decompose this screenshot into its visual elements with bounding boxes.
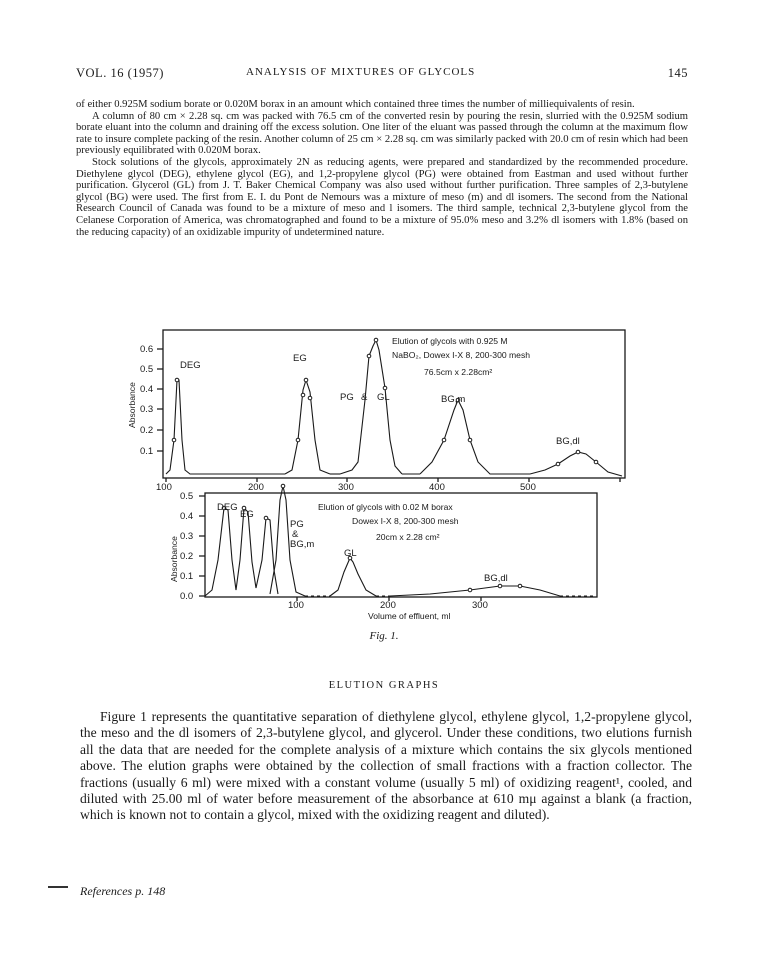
bottom-xtick-100: 100 xyxy=(288,600,304,611)
running-title: ANALYSIS OF MIXTURES OF GLYCOLS xyxy=(246,66,476,78)
top-label-bg-dl: BG,dl xyxy=(556,436,580,447)
top-xtick-100: 100 xyxy=(156,482,172,493)
bottom-label-bg-dl: BG,dl xyxy=(484,573,508,584)
body-text-block xyxy=(80,709,692,824)
bottom-bg-dl-peak xyxy=(390,586,560,596)
top-xtick-300: 300 xyxy=(338,482,354,493)
bottom-label-deg: DEG xyxy=(217,502,238,513)
bottom-label-bg-meso: BG,m xyxy=(290,539,315,550)
top-ytick-0.1: 0.1 xyxy=(140,446,154,457)
paragraph-resin-conversion: of either 0.925M sodium borate or 0.020M borax in an amount which contained three times the number of milliequivalents of resin. xyxy=(76,99,635,110)
top-bg-meso-peak xyxy=(420,400,530,474)
references-note: References p. 148 xyxy=(80,884,166,898)
top-ytick-0.4: 0.4 xyxy=(140,384,154,395)
bottom-gl-peak xyxy=(330,558,376,596)
bottom-panel-title: Elution of glycols with 0.02 M borax xyxy=(318,502,453,512)
bottom-ytick-0.1: 0.1 xyxy=(180,571,194,582)
bottom-ytick-0.3: 0.3 xyxy=(180,531,194,542)
figure-caption: Fig. 1. xyxy=(369,630,399,642)
bottom-xtick-200: 200 xyxy=(380,600,396,611)
top-label-pg: PG xyxy=(340,392,354,403)
top-panel-title: Elution of glycols with 0.925 M xyxy=(392,336,508,346)
top-ytick-0.5: 0.5 xyxy=(140,364,154,375)
bottom-ytick-0.2: 0.2 xyxy=(180,551,194,562)
bottom-ytick-0.0: 0.0 xyxy=(180,591,194,602)
bottom-label-gl: GL xyxy=(344,548,357,559)
volume-label: VOL. 16 (1957) xyxy=(76,66,164,80)
bottom-panel-column: 20cm x 2.28 cm² xyxy=(376,532,440,542)
top-xtick-200: 200 xyxy=(248,482,264,493)
top-ylabel: Absorbance xyxy=(127,382,137,428)
bottom-label-pg: PG xyxy=(290,519,304,530)
top-eg-peak xyxy=(285,380,330,474)
bottom-label-amp: & xyxy=(292,529,299,540)
top-label-gl: GL xyxy=(377,392,390,403)
top-xtick-400: 400 xyxy=(429,482,445,493)
top-bg-dl-peak xyxy=(530,452,622,476)
top-panel-column: 76.5cm x 2.28cm² xyxy=(424,367,493,377)
paragraph-column-packing: A column of 80 cm × 2.28 sq. cm was packed with 76.5 cm of the converted resin by pouring the resin, slurried with the 0.925M sodium borate eluant into the column and draining off the excess solution. One liter of the eluant was passed through the column at the maximum flow rate to insure complete packing of the resin. Another column of 25 cm × 2.28 sq. cm was similarly packed with 20.0 cm of resin which had been previously equilibrated with 0.020M borax. xyxy=(76,110,688,157)
bottom-ytick-0.5: 0.5 xyxy=(180,491,194,502)
bottom-deg-eg-peaks xyxy=(205,508,278,596)
top-label-deg: DEG xyxy=(180,360,201,371)
top-label-eg: EG xyxy=(293,353,307,364)
section-heading: ELUTION GRAPHS xyxy=(328,680,440,691)
top-xtick-500: 500 xyxy=(520,482,536,493)
bottom-xlabel: Volume of effluent, ml xyxy=(368,611,451,621)
paragraph-stock-solutions: Stock solutions of the glycols, approximately 2N as reducing agents, were prepared and standardized by the recommended procedure. Diethylene glycol (DEG), ethylene glycol (EG), and 1,2-propylene glycol (PG) were obtained from Eastman and used without further purification. Glycerol (GL) from J. T. Baker Chemical Company was also used without further purification. Three samples of 2,3-butylene glycol (BG) were used. The first from E. I. du Pont de Nemours was a mixture of meso (m) and dl isomers. The second from the National Research Council of Canada was found to be a mixture of meso and l isomers. The third sample, technical 2,3-butylene glycol from the Celanese Corporation of America, was chromatographed and found to be a mixture of 95.0% meso and 3.2% dl isomers with 1.8% (based on the reducing capacity) of an oxidizable impurity of undetermined nature. xyxy=(76,156,688,238)
page-number: 145 xyxy=(667,66,688,80)
top-ytick-0.3: 0.3 xyxy=(140,404,154,415)
top-ytick-0.2: 0.2 xyxy=(140,425,154,436)
top-ytick-0.6: 0.6 xyxy=(140,344,154,355)
top-label-bg-meso: BG,m xyxy=(441,394,466,405)
top-label-amp: & xyxy=(361,392,368,403)
bottom-panel-resin: Dowex I-X 8, 200-300 mesh xyxy=(352,516,459,526)
bottom-label-eg: EG xyxy=(240,509,254,520)
paragraph-elution-graphs: Figure 1 represents the quantitative separation of diethylene glycol, ethylene glycol, 1,2-propylene glycol, the meso and the dl isomers of 2,3-butylene glycol, and glycerol. Under these conditions, two elutions furnish all the data that are needed for the complete analysis of a mixture which contains the six glycols mentioned above. The elution graphs were obtained by the collection of small fractions with a fraction collector. The fractions (usually 6 ml) were mixed with a constant volume (usually 5 ml) of oxidizing reagent¹, cooled, and diluted with 25.00 ml of water before measurement of the absorbance at 610 mμ against a blank (a fraction, which is known not to contain a glycol, mixed with the oxidizing reagent and diluted). xyxy=(80,709,692,823)
top-panel-resin: NaBO₂, Dowex I-X 8, 200-300 mesh xyxy=(392,350,531,360)
bottom-xtick-300: 300 xyxy=(472,600,488,611)
margin-mark xyxy=(48,886,68,888)
bottom-ylabel: Absorbance xyxy=(169,536,179,582)
top-pg-gl-peak xyxy=(340,340,402,474)
bottom-ytick-0.4: 0.4 xyxy=(180,511,194,522)
top-deg-peak xyxy=(166,380,200,474)
